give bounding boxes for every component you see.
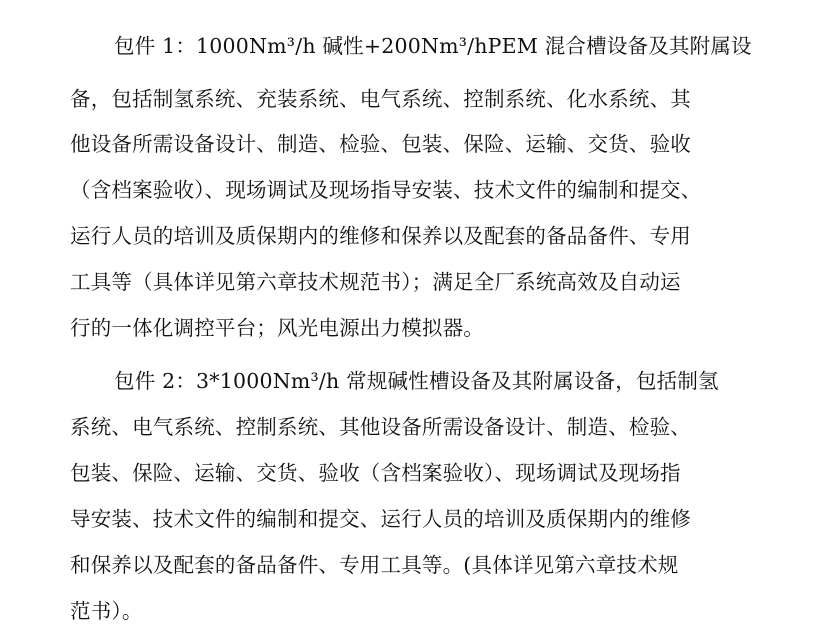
paragraph-2-line-4: 导安装、技术文件的编制和提交、运行人员的培训及质保期内的维修 bbox=[70, 507, 691, 531]
paragraph-2-line-6: 范书）。 bbox=[70, 599, 143, 623]
paragraph-2-line-2: 系统、电气系统、控制系统、其他设备所需设备设计、制造、检验、 bbox=[70, 415, 691, 439]
paragraph-1-line-7: 行的一体化调控平台；风光电源出力模拟器。 bbox=[70, 316, 484, 340]
paragraph-1-line-2: 备，包括制氢系统、充装系统、电气系统、控制系统、化水系统、其 bbox=[70, 87, 691, 111]
paragraph-1-line-1: 包件 1：1000Nm³/h 碱性+200Nm³/hPEM 混合槽设备及其附属设 bbox=[114, 34, 752, 58]
paragraph-1-line-3: 他设备所需设备设计、制造、检验、包装、保险、运输、交货、验收 bbox=[70, 132, 691, 156]
paragraph-1-line-6: 工具等（具体详见第六章技术规范书）；满足全厂系统高效及自动运 bbox=[70, 270, 681, 294]
paragraph-2-line-1: 包件 2：3*1000Nm³/h 常规碱性槽设备及其附属设备，包括制氢 bbox=[114, 369, 719, 393]
paragraph-1-line-4: （含档案验收）、现场调试及现场指导安装、技术文件的编制和提交、 bbox=[70, 178, 702, 202]
paragraph-1-line-5: 运行人员的培训及质保期内的维修和保养以及配套的备品备件、专用 bbox=[70, 224, 691, 248]
paragraph-2-line-5: 和保养以及配套的备品备件、专用工具等。(具体详见第六章技术规 bbox=[70, 553, 679, 577]
paragraph-2-line-3: 包装、保险、运输、交货、验收（含档案验收）、现场调试及现场指 bbox=[70, 461, 681, 485]
